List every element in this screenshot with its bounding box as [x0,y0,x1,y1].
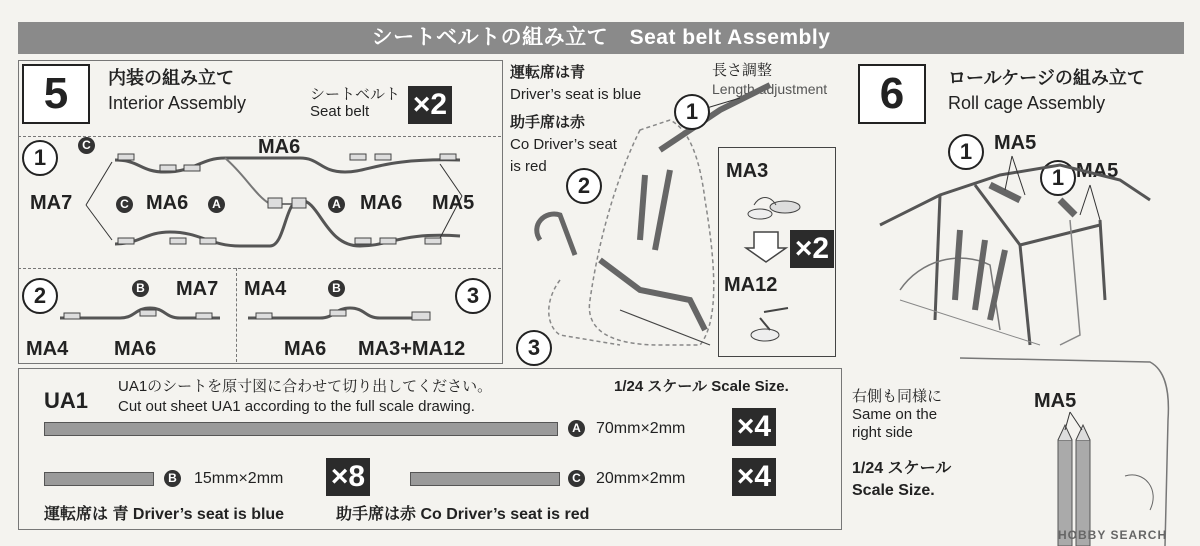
letter-c-badge-2: C [116,196,133,213]
step6-title-jp: ロールケージの組み立て [948,68,1145,88]
right-side-note-jp: 右側も同様に [852,388,943,405]
part-ma7-label-2: MA7 [176,278,219,300]
ua1-instruction-en: Cut out sheet UA1 according to the full scale drawing. [118,398,475,415]
strip-c-qty: ×4 [732,458,776,496]
step5-title-jp: 内装の組み立て [108,68,234,88]
right-side-note-en2: right side [852,424,913,441]
part-ma6-label-right: MA6 [360,192,403,214]
part-ma4-label-2: MA4 [244,278,287,300]
step6-ma5-label-2: MA5 [1076,160,1119,182]
section-banner: シートベルトの組み立て Seat belt Assembly [18,22,1184,54]
strip-a [44,422,558,436]
length-adjust-en: Length adjustment [712,81,828,97]
part-ma6-label-3: MA6 [284,338,327,360]
codriver-color-en1: Co Driver’s seat [510,136,617,153]
part-ma3-ma12-label: MA3+MA12 [358,338,466,360]
strip-a-size: 70mm×2mm [596,420,686,437]
callout-1: 1 [22,140,58,176]
strip-a-letter: A [568,420,585,437]
footer-driver-color: 運転席は 青 Driver’s seat is blue [44,506,285,523]
strip-b-qty: ×8 [326,458,370,496]
center-callout-3: 3 [516,330,552,366]
seatbelt-qty-badge: ×2 [408,86,452,124]
letter-a-badge: A [208,196,225,213]
part-ma5-label: MA5 [432,192,475,214]
step5-number: 5 [22,64,90,124]
part-ma6-label-left: MA6 [146,192,189,214]
letter-b-badge-2: B [328,280,345,297]
driver-color-jp: 運転席は青 [510,64,586,81]
strip-b-size: 15mm×2mm [194,470,284,487]
part-ma6-label-top: MA6 [258,136,301,158]
driver-color-en: Driver’s seat is blue [510,86,642,103]
part-ma4-label: MA4 [26,338,69,360]
seatbelt-label-jp: シートベルト [310,86,401,103]
callout-3: 3 [455,278,491,314]
inset-ma3-label: MA3 [726,160,769,182]
center-callout-1: 1 [674,94,710,130]
letter-a-badge-2: A [328,196,345,213]
ua1-instruction-jp: UA1のシートを原寸図に合わせて切り出してください。 [118,378,493,395]
watermark: HOBBY SEARCH [1058,528,1168,542]
codriver-color-en2: is red [510,158,547,175]
inset-ma12-label: MA12 [724,274,778,296]
callout-2: 2 [22,278,58,314]
step6-callout-1: 1 [948,134,984,170]
length-adjust-jp: 長さ調整 [712,62,773,79]
letter-c-badge: C [78,137,95,154]
step6-scale-en: Scale Size. [852,482,935,499]
part-ma6-label-2: MA6 [114,338,157,360]
part-ma7-label: MA7 [30,192,73,214]
strip-a-qty: ×4 [732,408,776,446]
codriver-color-jp: 助手席は赤 [510,114,586,131]
letter-b-badge: B [132,280,149,297]
strip-c [410,472,560,486]
strip-b-letter: B [164,470,181,487]
step6-scale-jp: 1/24 スケール [852,460,952,477]
step6-number: 6 [858,64,926,124]
inset-qty-badge: ×2 [790,230,834,268]
step6-callout-1b: 1 [1040,160,1076,196]
ua1-label: UA1 [44,388,89,413]
strip-c-letter: C [568,470,585,487]
step6-title-en: Roll cage Assembly [948,93,1106,113]
center-callout-2: 2 [566,168,602,204]
footer-codriver-color: 助手席は赤 Co Driver’s seat is red [336,506,590,523]
right-side-note-en1: Same on the [852,406,938,423]
seatbelt-label-en: Seat belt [310,103,370,120]
step6-ma5-label: MA5 [994,132,1037,154]
step5-title-en: Interior Assembly [108,93,247,113]
ua1-scale-label: 1/24 スケール Scale Size. [614,378,789,395]
strip-b [44,472,154,486]
detail-ma5-label: MA5 [1034,390,1077,412]
strip-c-size: 20mm×2mm [596,470,686,487]
